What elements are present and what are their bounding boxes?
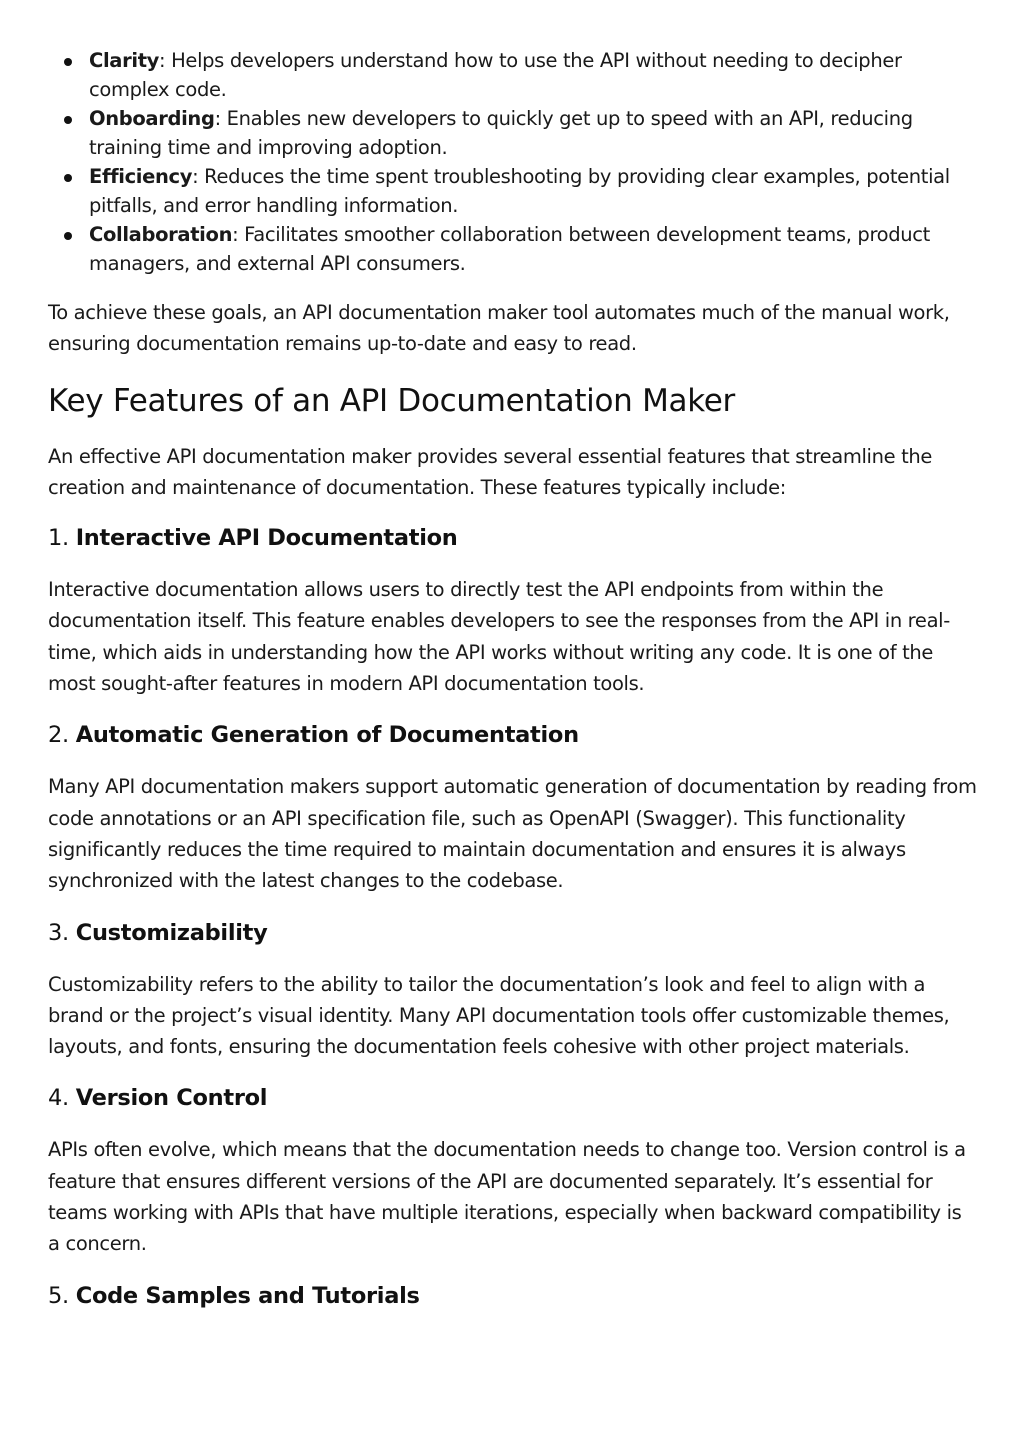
- bullet-text: : Enables new developers to quickly get up to speed with an API, reducing training time and improving adoption.: [89, 107, 913, 159]
- feature-title: Version Control: [75, 1085, 268, 1112]
- feature-heading-3: [48, 918, 978, 948]
- feature-title: Customizability: [75, 919, 268, 946]
- feature-number: 4.: [48, 1085, 76, 1112]
- section-title: Key Features of an API Documentation Maker: [48, 382, 735, 419]
- feature-number: 2.: [48, 722, 76, 749]
- list-item: [89, 46, 978, 104]
- bullet-icon: [64, 116, 72, 124]
- bullet-icon: [64, 232, 72, 240]
- feature-heading-5: [48, 1281, 978, 1311]
- bullet-icon: [64, 58, 72, 66]
- intro-paragraph: To achieve these goals, an API documentation maker tool automates much of the manual work, ensuring documentation remains up-to-date and easy to read.: [48, 301, 950, 356]
- bullet-icon: [64, 174, 72, 182]
- feature-title: Interactive API Documentation: [75, 525, 458, 552]
- feature-body-2: Many API documentation makers support automatic generation of documentation by reading from code annotations or an API specification file, such as OpenAPI (Swagger). This functionality significantly reduces the time required to maintain documentation and ensures it is always synchronized with the latest changes to the codebase.: [48, 775, 977, 893]
- feature-number: 1.: [48, 525, 76, 552]
- list-item: [89, 162, 978, 220]
- feature-body-1: Interactive documentation allows users to directly test the API endpoints from within the documentation itself. This feature enables developers to see the responses from the API in real-time, which aids in understanding how the API works without writing any code. It is one of the most sought-after features in modern API documentation tools.: [48, 578, 950, 696]
- feature-number: 3.: [48, 919, 76, 946]
- list-item: [89, 104, 978, 162]
- benefits-list: [48, 46, 978, 278]
- feature-number: 5.: [48, 1282, 76, 1309]
- bullet-text: : Facilitates smoother collaboration between development teams, product managers, and external API consumers.: [89, 223, 930, 275]
- feature-title: Automatic Generation of Documentation: [75, 722, 579, 749]
- feature-body-3: Customizability refers to the ability to tailor the documentation’s look and feel to align with a brand or the project’s visual identity. Many API documentation tools offer customizable themes, layouts, and fonts, ensuring the documentation feels cohesive with other project materials.: [48, 972, 950, 1059]
- document-page: [48, 46, 978, 1311]
- feature-heading-4: [48, 1083, 978, 1113]
- section-intro-paragraph: An effective API documentation maker provides several essential features that streamline the creation and maintenance of documentation. These features typically include:: [48, 444, 933, 499]
- bullet-term: Onboarding: [89, 107, 215, 130]
- bullet-text: : Helps developers understand how to use the API without needing to decipher complex code.: [89, 49, 902, 101]
- bullet-term: Clarity: [89, 49, 160, 72]
- bullet-text: : Reduces the time spent troubleshooting by providing clear examples, potential pitfalls, and error handling information.: [89, 165, 950, 217]
- feature-heading-1: [48, 523, 978, 553]
- feature-body-4: APIs often evolve, which means that the documentation needs to change too. Version control is a feature that ensures different versions of the API are documented separately. It’s essential for teams working with APIs that have multiple iterations, especially when backward compatibility is a concern.: [48, 1138, 966, 1256]
- feature-title: Code Samples and Tutorials: [75, 1282, 420, 1309]
- feature-heading-2: [48, 720, 978, 750]
- bullet-term: Collaboration: [89, 223, 233, 246]
- list-item: [89, 220, 978, 278]
- bullet-term: Efficiency: [89, 165, 193, 188]
